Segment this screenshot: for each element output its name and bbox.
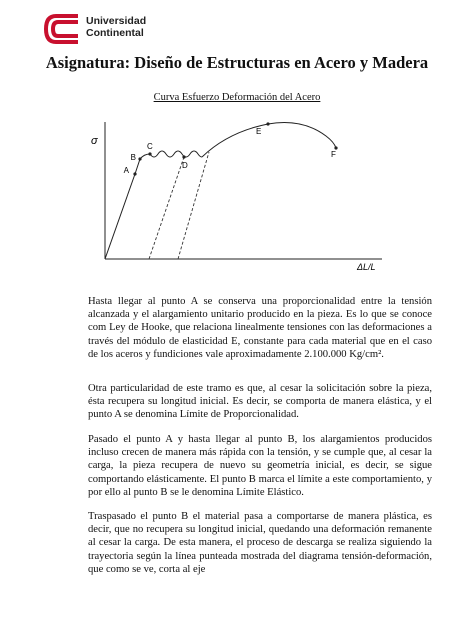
point-d-label: D <box>182 161 188 170</box>
hardening-curve <box>202 123 336 158</box>
point-c-marker <box>148 152 151 155</box>
paragraph-3: Pasado el punto A y hasta llegar al punto B, los alargamientos producidos incluso crecen de manera más rápida con la tensión, y se cumple que, al cesar la carga, la pieza recupera de nuevo su geometría inicial, es decir, se sigue comportando elásticamente. El punto B marca el límite a este comportamiento, y por ello al punto B se le denomina Límite Elástico. <box>88 434 432 498</box>
elastic-line <box>105 174 135 259</box>
stress-strain-diagram <box>80 112 400 277</box>
y-axis-label: σ <box>91 135 98 147</box>
point-e-marker <box>266 122 269 125</box>
curve-a-c <box>135 154 150 174</box>
figure-title: Curva Esfuerzo Deformación del Acero <box>153 92 321 103</box>
unloading-line-1 <box>149 157 184 259</box>
logo-line-1: Universidad <box>86 15 147 27</box>
point-a-marker <box>133 172 136 175</box>
point-b-label: B <box>130 153 136 162</box>
logo-c-mark-icon <box>46 16 78 42</box>
paragraph-1: Hasta llegar al punto A se conserva una proporcionalidad entre la tensión alcanzada y el alargamiento unitario producido en la pieza. Es lo que se conoce com Ley de Hooke, que relaciona linealmente tensiones con las deformaciones a través del módulo de elasticidad E, constante para cada material que en el caso de los aceros y fundiciones vale aproximadamente 2.100.000 Kg/cm². <box>88 296 432 360</box>
point-c-label: C <box>147 142 153 151</box>
logo-wordmark <box>86 15 146 39</box>
point-a-label: A <box>123 166 129 175</box>
point-d-marker <box>182 155 185 158</box>
yield-plateau <box>150 151 202 157</box>
paragraph-2: Otra particularidad de este tramo es que, al cesar la solicitación sobre la pieza, ésta recupera su longitud inicial. Es decir, se comporta de manera elástica, y el punto A se denomina Límite de Proporcionalidad. <box>88 383 432 421</box>
point-e-label: E <box>256 127 262 136</box>
point-b-marker <box>138 157 141 160</box>
point-f-label: F <box>331 150 336 159</box>
logo-line-2: Continental <box>86 27 144 39</box>
page-title: Asignatura: Diseño de Estructuras en Acero y Madera <box>45 53 429 72</box>
paragraph-4: Traspasado el punto B el material pasa a comportarse de manera plástica, es decir, que no recupera su longitud inicial, quedando una deformación remanente al cesar la carga. De esta manera, el proceso de descarga se realiza siguiendo la trayectoria según la línea punteada mostrada del diagrama tensión-deformación, que como se ve, corta al eje <box>88 511 432 575</box>
x-axis-label: ΔL/L <box>357 262 376 272</box>
